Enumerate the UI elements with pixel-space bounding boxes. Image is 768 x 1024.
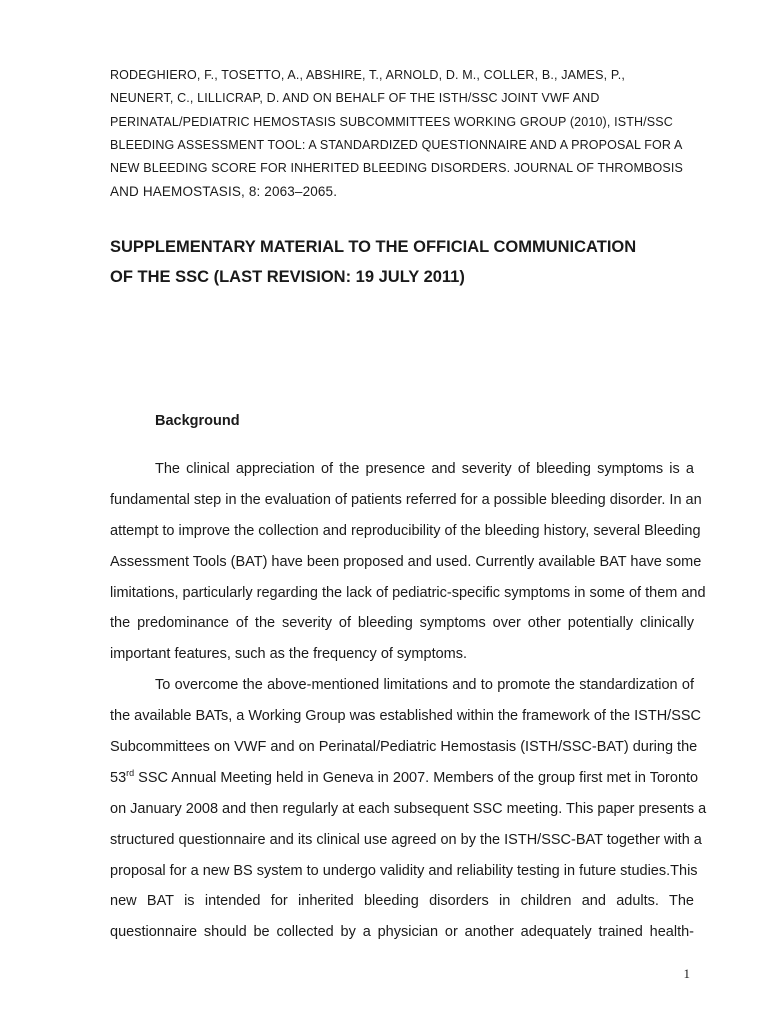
body-line: questionnaire should be collected by a physician or another adequately trained health- xyxy=(110,924,694,941)
body-line: proposal for a new BS system to undergo validity and reliability testing in future studies.This xyxy=(110,862,698,879)
citation-line: BLEEDING ASSESSMENT TOOL: A STANDARDIZED QUESTIONNAIRE AND A PROPOSAL FOR A xyxy=(110,137,683,152)
citation-block xyxy=(110,64,683,204)
body-line-with-superscript xyxy=(110,763,699,794)
body-line: important features, such as the frequency of symptoms. xyxy=(110,646,468,663)
citation-line: NEUNERT, C., LILLICRAP, D. AND ON BEHALF OF THE ISTH/SSC JOINT VWF AND xyxy=(110,91,600,106)
section-heading: Background xyxy=(155,413,240,429)
citation-line: PERINATAL/PEDIATRIC HEMOSTASIS SUBCOMMITTEES WORKING GROUP (2010), ISTH/SSC xyxy=(110,114,673,129)
body-line: The clinical appreciation of the presence and severity of bleeding symptoms is a xyxy=(155,461,694,477)
ordinal-suffix: rd xyxy=(126,767,135,778)
body-line: Subcommittees on VWF and on Perinatal/Pediatric Hemostasis (ISTH/SSC-BAT) during the xyxy=(110,739,698,756)
body-paragraphs xyxy=(110,454,707,948)
citation-line: RODEGHIERO, F., TOSETTO, A., ABSHIRE, T., ARNOLD, D. M., COLLER, B., JAMES, P., xyxy=(110,68,625,82)
ordinal-number: 53 xyxy=(110,769,127,786)
body-line: To overcome the above-mentioned limitations and to promote the standardization of xyxy=(155,677,694,694)
body-line-rest: SSC Annual Meeting held in Geneva in 2007. Members of the group first met in Toronto xyxy=(134,769,699,786)
title-line-2: OF THE SSC (LAST REVISION: 19 JULY 2011) xyxy=(110,268,465,286)
citation-line: NEW BLEEDING SCORE FOR INHERITED BLEEDING DISORDERS. JOURNAL OF THROMBOSIS xyxy=(110,161,683,176)
citation-line: AND HAEMOSTASIS, 8: 2063–2065. xyxy=(110,184,338,200)
body-line: structured questionnaire and its clinical use agreed on by the ISTH/SSC-BAT together with a xyxy=(110,831,702,848)
body-line: the available BATs, a Working Group was established within the framework of the ISTH/SSC xyxy=(110,708,702,725)
body-line: limitations, particularly regarding the lack of pediatric-specific symptoms in some of them and xyxy=(110,584,706,601)
document-title xyxy=(110,232,700,292)
body-line: new BAT is intended for inherited bleeding disorders in children and adults. The xyxy=(110,893,694,910)
body-line: fundamental step in the evaluation of patients referred for a possible bleeding disorder. In an xyxy=(110,491,702,508)
body-line: attempt to improve the collection and reproducibility of the bleeding history, several Bleeding xyxy=(110,522,701,539)
body-line: on January 2008 and then regularly at each subsequent SSC meeting. This paper presents a xyxy=(110,800,707,817)
body-line: Assessment Tools (BAT) have been proposed and used. Currently available BAT have some xyxy=(110,553,702,570)
body-line: the predominance of the severity of bleeding symptoms over other potentially clinically xyxy=(110,615,694,632)
title-line-1: SUPPLEMENTARY MATERIAL TO THE OFFICIAL COMMUNICATION xyxy=(110,238,637,256)
page-number: 1 xyxy=(683,966,690,981)
